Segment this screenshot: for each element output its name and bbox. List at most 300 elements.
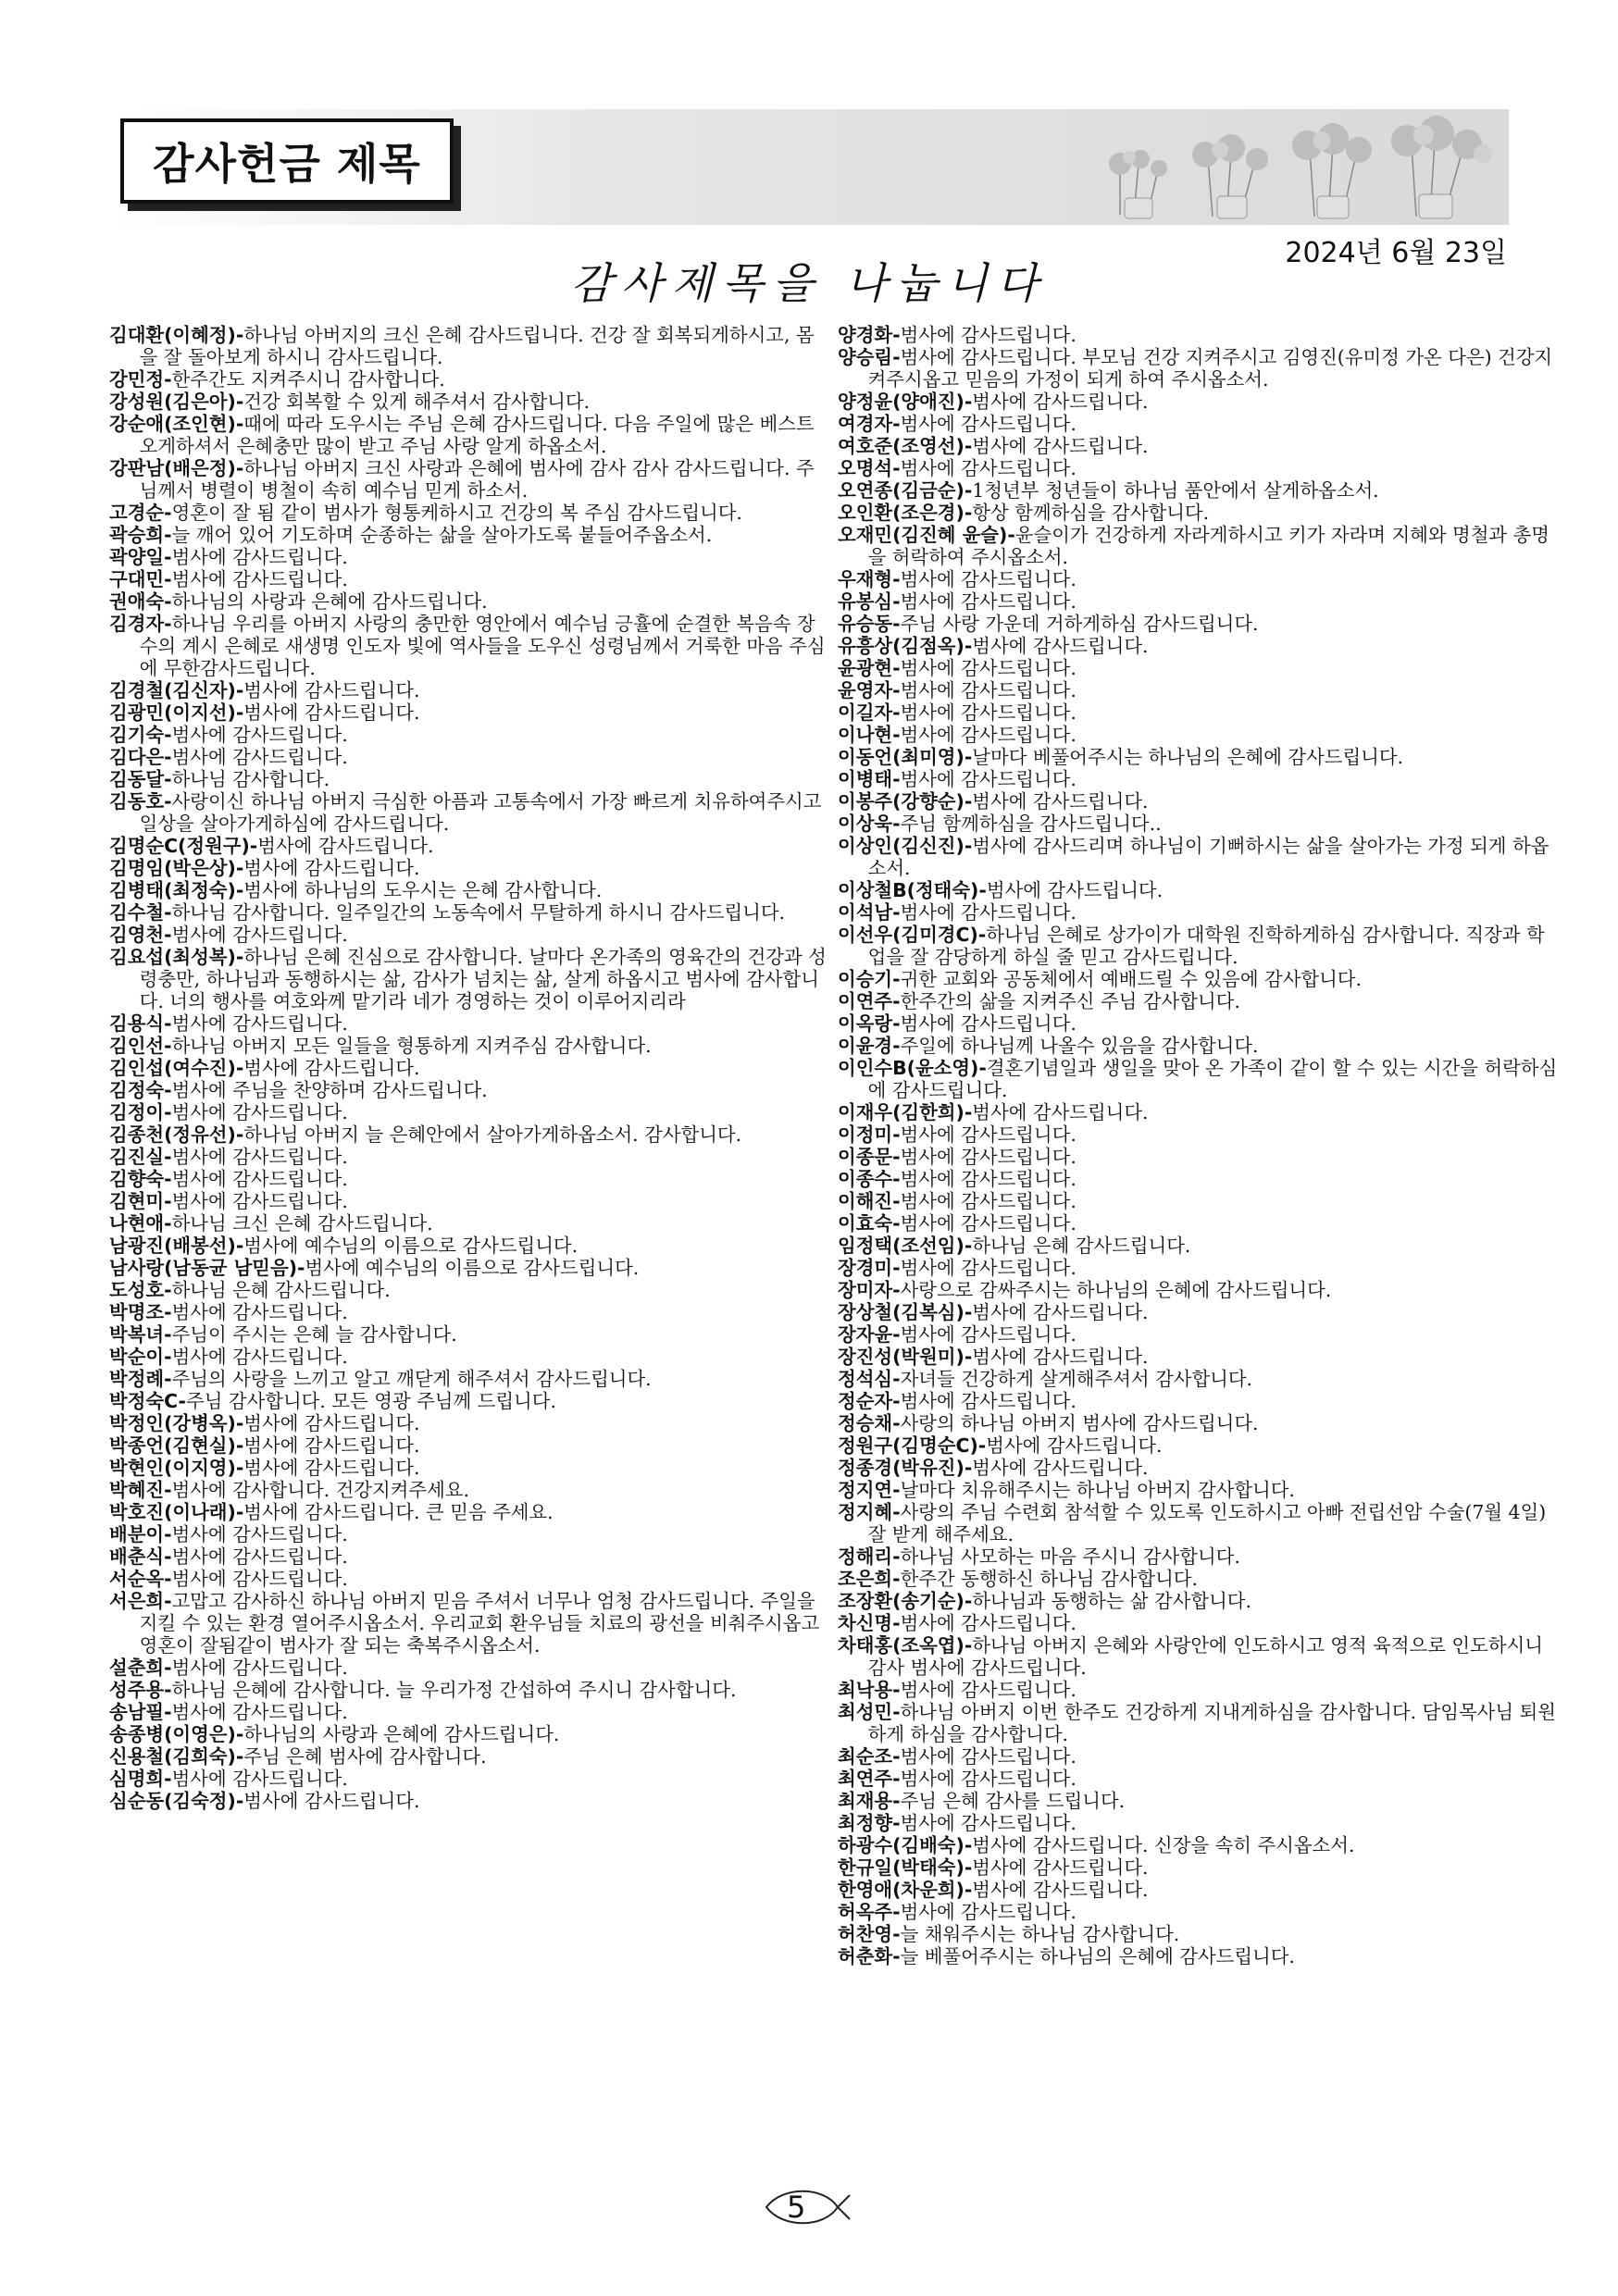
list-item	[109, 1346, 831, 1368]
entry-separator: -	[235, 679, 244, 701]
list-item	[838, 1590, 1560, 1612]
entry-separator: -	[964, 435, 973, 457]
entry-text: 하나님의 사랑과 은혜에 감사드립니다.	[171, 590, 488, 613]
entry-separator: -	[164, 1212, 172, 1235]
entry-separator: -	[164, 746, 172, 768]
entry-separator: -	[964, 1856, 973, 1879]
entry-text: 하나님 은혜 감사드립니다.	[972, 1235, 1191, 1257]
entry-name: 신용철(김희숙)	[109, 1745, 236, 1768]
list-item	[838, 724, 1560, 746]
entry-text: 범사에 감사드립니다.	[243, 701, 420, 724]
entry-name: 김용식	[109, 1012, 165, 1035]
entry-separator: -	[892, 568, 901, 590]
list-item	[109, 1146, 831, 1168]
entry-separator: -	[164, 1079, 172, 1101]
entry-text: 범사에 감사드립니다.	[900, 1012, 1077, 1035]
entry-text: 고맙고 감사하신 하나님 아버지 믿음 주셔서 너무나 엄청 감사드립니다. 주일을 지킬 수 있는 환경 열어주시옵소서. 우리교회 환우님들 치료의 광선을 비춰주시옵고 영혼이 잘됨같이 범사가 잘 되는 축복주시옵소서.	[139, 1590, 820, 1657]
entry-separator: -	[235, 1057, 244, 1079]
list-item	[838, 1146, 1560, 1168]
entry-text: 하나님 아버지 모든 일들을 형통하게 지켜주심 감사합니다.	[171, 1035, 652, 1057]
entry-separator: -	[964, 790, 973, 813]
entry-text: 한주간의 삶을 지켜주신 주님 감사합니다.	[900, 990, 1240, 1012]
entry-name: 이봉주(강향순)	[838, 790, 965, 813]
entry-separator: -	[892, 968, 901, 990]
entry-name: 나현애	[109, 1212, 165, 1235]
list-item	[109, 768, 831, 790]
entry-text: 범사에 감사드립니다.	[171, 1346, 348, 1368]
entry-separator: -	[964, 1634, 973, 1657]
entry-separator: -	[892, 1323, 901, 1346]
entry-text: 범사에 감사드립니다.	[900, 568, 1077, 590]
list-item	[109, 1101, 831, 1123]
entry-text: 범사에 감사드립니다.	[243, 857, 420, 879]
list-item	[838, 635, 1560, 657]
entry-text: 하나님 아버지 이번 한주도 건강하게 지내게하심을 감사합니다. 담임목사님 퇴원하게 하심을 감사합니다.	[867, 1701, 1556, 1745]
entry-separator: -	[235, 1501, 244, 1523]
list-item	[838, 1057, 1560, 1101]
entry-name: 여호준(조영선)	[838, 435, 965, 457]
entry-text: 범사에 감사드립니다.	[900, 1323, 1077, 1346]
entry-text: 범사에 감사드립니다.	[171, 1301, 348, 1323]
entry-text: 범사에 감사드립니다.	[900, 657, 1077, 679]
entry-separator: -	[892, 1035, 901, 1057]
list-item	[838, 924, 1560, 968]
entry-text: 범사에 감사드립니다.	[900, 590, 1077, 613]
entry-separator: -	[892, 324, 901, 346]
entry-text: 윤슬이가 건강하게 자라게하시고 키가 자라며 지혜와 명철과 총명을 허락하여 주시옵소서.	[867, 524, 1550, 568]
entry-text: 하나님 은혜 진심으로 감사합니다. 날마다 온가족의 영육간의 건강과 성령충만, 하나님과 동행하시는 삶, 감사가 넘치는 삶, 살게 하옵시고 범사에 감사합니다. 너의 행사를 여호와께 맡기라 네가 경영하는 것이 이루어지리라	[139, 946, 827, 1012]
entry-name: 정해리	[838, 1545, 893, 1568]
entry-separator: -	[235, 457, 244, 479]
entry-name: 배분이	[109, 1523, 165, 1545]
entry-text: 한주간도 지켜주시니 감사합니다.	[171, 368, 445, 391]
entry-separator: -	[164, 368, 172, 391]
entry-name: 최재용	[838, 1790, 893, 1812]
entry-separator: -	[164, 524, 172, 546]
entry-name: 이상욱	[838, 813, 893, 835]
entry-text: 범사에 감사드립니다.	[900, 1390, 1077, 1412]
list-item	[838, 879, 1560, 901]
entry-separator: -	[892, 1901, 901, 1923]
entry-name: 정승채	[838, 1412, 893, 1434]
list-item	[838, 1923, 1560, 1945]
entry-separator: -	[164, 1479, 172, 1501]
entry-separator: -	[164, 901, 172, 924]
list-item	[109, 391, 831, 413]
entry-separator: -	[235, 879, 244, 901]
entry-separator: -	[164, 1590, 172, 1612]
entry-name: 강판남(배은정)	[109, 457, 236, 479]
entry-text: 범사에 예수님의 이름으로 감사드립니다.	[305, 1257, 640, 1279]
entry-name: 유승동	[838, 613, 893, 635]
entry-name: 차태홍(조옥엽)	[838, 1634, 965, 1657]
entry-name: 하광수(김배숙)	[838, 1834, 965, 1856]
entry-text: 범사에 감사드립니다.	[900, 679, 1077, 701]
entry-name: 이연주	[838, 990, 893, 1012]
entry-text: 주님이 주시는 은혜 늘 감사합니다.	[171, 1323, 457, 1346]
list-item	[838, 1568, 1560, 1590]
list-item	[109, 1434, 831, 1457]
entry-name: 성주용	[109, 1679, 165, 1701]
entry-name: 양정윤(양애진)	[838, 391, 965, 413]
list-item	[838, 479, 1560, 502]
entry-separator: -	[892, 1790, 901, 1812]
entry-text: 하나님 아버지의 크신 은혜 감사드립니다. 건강 잘 회복되게하시고, 몸을 잘 돌아보게 하시니 감사드립니다.	[139, 324, 815, 368]
list-item	[109, 1412, 831, 1434]
list-item	[838, 1856, 1560, 1879]
entry-name: 김정숙	[109, 1079, 165, 1101]
entry-separator: -	[892, 1768, 901, 1790]
list-item	[109, 1190, 831, 1212]
entry-separator: -	[977, 1434, 987, 1457]
entry-name: 김명순C(정원구)	[109, 835, 250, 857]
entry-name: 박순이	[109, 1346, 165, 1368]
entry-text: 범사에 감사합니다. 건강지켜주세요.	[171, 1479, 469, 1501]
list-item	[838, 657, 1560, 679]
entry-separator: -	[892, 1368, 901, 1390]
entry-separator: -	[164, 1279, 172, 1301]
entry-separator: -	[892, 1745, 901, 1768]
entry-separator: -	[164, 1035, 172, 1057]
list-item	[109, 1768, 831, 1790]
entry-text: 범사에 감사드립니다.	[900, 1257, 1077, 1279]
entry-text: 범사에 감사드립니다.	[171, 546, 348, 568]
entry-separator: -	[892, 457, 901, 479]
list-item	[109, 1390, 831, 1412]
entry-name: 오연종(김금순)	[838, 479, 965, 502]
entry-separator: -	[892, 1412, 901, 1434]
entry-text: 범사에 감사드립니다.	[900, 768, 1077, 790]
entry-separator: -	[892, 990, 901, 1012]
entry-separator: -	[164, 724, 172, 746]
list-item	[838, 701, 1560, 724]
entry-name: 이종문	[838, 1146, 893, 1168]
list-item	[109, 1590, 831, 1657]
entry-text: 범사에 감사드립니다.	[986, 1434, 1163, 1457]
entry-separator: -	[164, 568, 172, 590]
entry-name: 우재형	[838, 568, 893, 590]
list-item	[838, 1457, 1560, 1479]
entry-text: 범사에 감사드립니다.	[171, 1701, 348, 1723]
entry-separator: -	[235, 701, 244, 724]
list-item	[838, 1235, 1560, 1257]
list-item	[109, 1790, 831, 1812]
entry-name: 설춘희	[109, 1657, 165, 1679]
entry-text: 범사에 감사드립니다.	[986, 879, 1164, 901]
entry-separator: -	[164, 613, 172, 635]
entry-text: 범사에 감사드립니다.	[900, 413, 1077, 435]
entry-separator: -	[235, 413, 244, 435]
list-item	[838, 435, 1560, 457]
entry-name: 서순옥	[109, 1568, 165, 1590]
entry-separator: -	[164, 1190, 172, 1212]
entry-text: 늘 베풀어주시는 하나님의 은혜에 감사드립니다.	[900, 1945, 1295, 1967]
list-item	[109, 1457, 831, 1479]
entry-text: 날마다 치유해주시는 하나님 아버지 감사합니다.	[900, 1479, 1295, 1501]
list-item	[838, 746, 1560, 768]
entry-name: 박현인(이지영)	[109, 1457, 236, 1479]
entry-text: 범사에 감사드립니다.	[171, 1168, 348, 1190]
list-item	[109, 701, 831, 724]
entry-name: 도성호	[109, 1279, 165, 1301]
entry-name: 남사랑(남동균 남믿음)	[109, 1257, 298, 1279]
entry-name: 윤광현	[838, 657, 893, 679]
entry-text: 귀한 교회와 공동체에서 예배드릴 수 있음에 감사합니다.	[900, 968, 1362, 990]
list-item	[838, 1346, 1560, 1368]
entry-text: 하나님과 동행하는 삶 감사합니다.	[972, 1590, 1251, 1612]
entry-separator: -	[164, 1101, 172, 1123]
entry-separator: -	[164, 924, 172, 946]
list-item	[109, 1323, 831, 1346]
list-item	[109, 1545, 831, 1568]
entry-text: 범사에 감사드립니다.	[171, 1146, 348, 1168]
entry-separator: -	[235, 391, 244, 413]
entry-separator: -	[892, 768, 901, 790]
entry-separator: -	[164, 546, 172, 568]
entry-text: 자녀들 건강하게 살게해주셔서 감사합니다.	[900, 1368, 1253, 1390]
entry-name: 이병태	[838, 768, 893, 790]
list-item	[109, 1501, 831, 1523]
entry-separator: -	[892, 1212, 901, 1235]
entry-text: 범사에 감사드립니다.	[243, 1057, 420, 1079]
list-item	[109, 724, 831, 746]
entry-name: 최낙용	[838, 1679, 893, 1701]
entry-name: 강순애(조인현)	[109, 413, 236, 435]
list-item	[838, 1368, 1560, 1390]
entry-name: 최정향	[838, 1812, 893, 1834]
entry-separator: -	[892, 901, 901, 924]
entry-name: 최순조	[838, 1745, 893, 1768]
entry-separator: -	[892, 1390, 901, 1412]
list-item	[109, 1679, 831, 1701]
entry-text: 범사에 감사드립니다.	[972, 391, 1149, 413]
entry-name: 이석남	[838, 901, 893, 924]
entry-separator: -	[892, 1012, 901, 1035]
entry-separator: -	[235, 1723, 244, 1745]
entry-name: 양경화	[838, 324, 893, 346]
list-item	[109, 590, 831, 613]
entry-name: 허옥주	[838, 1901, 893, 1923]
entry-name: 이승기	[838, 968, 893, 990]
entry-separator: -	[892, 346, 901, 368]
entry-text: 범사에 감사드립니다.	[900, 1212, 1077, 1235]
entry-text: 범사에 감사드립니다.	[972, 1879, 1149, 1901]
entry-text: 범사에 감사드립니다.	[900, 1745, 1077, 1768]
entry-name: 이선우(김미경C)	[838, 924, 978, 946]
entry-name: 배춘식	[109, 1545, 165, 1568]
entry-text: 범사에 감사드립니다.	[900, 457, 1077, 479]
entry-text: 영혼이 잘 됨 같이 범사가 형통케하시고 건강의 복 주심 감사드립니다.	[171, 502, 742, 524]
entry-name: 조장환(송기순)	[838, 1590, 965, 1612]
entry-text: 범사에 감사드립니다.	[972, 635, 1149, 657]
entry-text: 범사에 감사드립니다.	[243, 1434, 420, 1457]
entry-text: 늘 깨어 있어 기도하며 순종하는 삶을 살아가도록 붙들어주옵소서.	[171, 524, 713, 546]
entry-name: 정지연	[838, 1479, 893, 1501]
entry-name: 정원구(김명순C)	[838, 1434, 978, 1457]
entry-text: 범사에 감사드립니다.	[972, 1856, 1149, 1879]
entry-text: 범사에 감사드립니다.	[243, 1790, 420, 1812]
date-label: 2024년 6월 23일	[1285, 237, 1507, 269]
entry-name: 이상인(김신진)	[838, 835, 965, 857]
list-item	[109, 901, 831, 924]
entry-separator: -	[892, 1612, 901, 1634]
entry-name: 장자윤	[838, 1323, 893, 1346]
list-item	[838, 1434, 1560, 1457]
entry-separator: -	[892, 1257, 901, 1279]
list-item	[109, 457, 831, 502]
entry-text: 사랑이신 하나님 아버지 극심한 아픔과 고통속에서 가장 빠르게 치유하여주시고 일상을 살아가게하심에 감사드립니다.	[139, 790, 822, 835]
entry-separator: -	[164, 1368, 172, 1390]
entry-separator: -	[164, 1701, 172, 1723]
list-item	[838, 590, 1560, 613]
list-item	[838, 768, 1560, 790]
list-item	[838, 391, 1560, 413]
entry-text: 범사에 예수님의 이름으로 감사드립니다.	[243, 1235, 579, 1257]
list-item	[838, 1945, 1560, 1967]
entry-name: 김현미	[109, 1190, 165, 1212]
entry-separator: -	[892, 1279, 901, 1301]
entry-text: 범사에 주님을 찬양하며 감사드립니다.	[171, 1079, 488, 1101]
list-item	[109, 1257, 831, 1279]
entry-name: 이상철B(정태숙)	[838, 879, 979, 901]
entry-text: 하나님 감사합니다. 일주일간의 노동속에서 무탈하게 하시니 감사드립니다.	[171, 901, 786, 924]
entry-name: 장상철(김복심)	[838, 1301, 965, 1323]
entry-name: 유봉심	[838, 590, 893, 613]
list-item	[838, 1901, 1560, 1923]
entry-text: 범사에 감사드립니다.	[972, 435, 1149, 457]
entry-name: 김향숙	[109, 1168, 165, 1190]
entry-text: 범사에 감사드립니다.	[171, 1545, 348, 1568]
list-item	[109, 502, 831, 524]
list-item	[838, 1190, 1560, 1212]
entry-separator: -	[249, 835, 258, 857]
entry-text: 주님 사랑 가운데 거하게하심 감사드립니다.	[900, 613, 1259, 635]
list-item	[109, 324, 831, 368]
entry-separator: -	[297, 1257, 305, 1279]
list-item	[838, 346, 1560, 391]
entry-name: 김광민(이지선)	[109, 701, 236, 724]
entry-text: 항상 함께하심을 감사합니다.	[972, 502, 1210, 524]
subtitle: 감사제목을 나눕니다	[570, 258, 1048, 308]
entry-separator: -	[964, 635, 973, 657]
entry-separator: -	[892, 1923, 901, 1945]
list-item	[838, 457, 1560, 479]
entry-separator: -	[964, 1590, 973, 1612]
entry-name: 김수철	[109, 901, 165, 924]
list-item	[838, 1634, 1560, 1679]
entry-text: 범사에 감사드립니다.	[972, 1346, 1149, 1368]
entry-separator: -	[164, 1323, 172, 1346]
list-item	[838, 1790, 1560, 1812]
entry-name: 박정인(강병옥)	[109, 1412, 236, 1434]
list-item	[109, 524, 831, 546]
list-item	[109, 368, 831, 391]
list-item	[109, 1168, 831, 1190]
entry-separator: -	[964, 835, 973, 857]
entry-name: 이길자	[838, 701, 893, 724]
entry-text: 범사에 감사드립니다.	[900, 701, 1077, 724]
entry-separator: -	[892, 724, 901, 746]
list-item	[838, 1812, 1560, 1834]
entry-text: 범사에 감사드립니다.	[171, 1657, 348, 1679]
entry-separator: -	[235, 857, 244, 879]
entry-separator: -	[892, 1168, 901, 1190]
entry-name: 남광진(배봉선)	[109, 1235, 236, 1257]
entry-separator: -	[978, 879, 987, 901]
entry-text: 날마다 베풀어주시는 하나님의 은혜에 감사드립니다.	[972, 746, 1404, 768]
list-item	[838, 1879, 1560, 1901]
entry-name: 오재민(김진혜 윤슬)	[838, 524, 1008, 546]
entry-separator: -	[235, 1790, 244, 1812]
entry-text: 사랑의 주님 수련회 참석할 수 있도록 인도하시고 아빠 전립선암 수술(7월 4일) 잘 받게 해주세요.	[867, 1501, 1547, 1545]
entry-text: 범사에 감사드립니다.	[171, 568, 348, 590]
entry-separator: -	[964, 1346, 973, 1368]
entry-name: 심순동(김숙정)	[109, 1790, 236, 1812]
entry-name: 서은희	[109, 1590, 165, 1612]
entry-name: 김인섭(여수진)	[109, 1057, 236, 1079]
entry-name: 윤영자	[838, 679, 893, 701]
entry-name: 유흥상(김점옥)	[838, 635, 965, 657]
list-item	[838, 524, 1560, 568]
list-item	[838, 1701, 1560, 1745]
entry-separator: -	[964, 1879, 973, 1901]
entry-name: 강민정	[109, 368, 165, 391]
entry-text: 주님 은혜 범사에 감사합니다.	[243, 1745, 487, 1768]
entry-separator: -	[892, 701, 901, 724]
list-item	[109, 1035, 831, 1057]
list-item	[838, 968, 1560, 990]
entry-text: 늘 채워주시는 하나님 감사합니다.	[900, 1923, 1180, 1945]
entry-name: 박명조	[109, 1301, 165, 1323]
list-item	[838, 1834, 1560, 1856]
entry-name: 강성원(김은아)	[109, 391, 236, 413]
list-item	[838, 1168, 1560, 1190]
entry-separator: -	[164, 1301, 172, 1323]
entry-separator: -	[1007, 524, 1015, 546]
entry-name: 한영애(차운희)	[838, 1879, 965, 1901]
entry-name: 고경순	[109, 502, 165, 524]
list-item	[838, 1035, 1560, 1057]
entry-text: 범사에 감사드립니다.	[900, 1812, 1077, 1834]
entry-separator: -	[164, 1012, 172, 1035]
entry-separator: -	[164, 1346, 172, 1368]
entry-separator: -	[235, 1123, 244, 1146]
entry-text: 때에 따라 도우시는 주님 은혜 감사드립니다. 다음 주일에 많은 베스트 오게하셔서 은혜충만 많이 받고 주님 사랑 알게 하옵소서.	[139, 413, 815, 457]
list-item	[109, 1212, 831, 1235]
list-item	[838, 679, 1560, 701]
entry-name: 정석심	[838, 1368, 893, 1390]
entry-text: 범사에 감사드립니다.	[972, 1301, 1149, 1323]
entry-text: 범사에 감사드립니다.	[900, 1612, 1077, 1634]
entry-text: 하나님 감사합니다.	[171, 768, 330, 790]
entry-separator: -	[235, 1457, 244, 1479]
entry-separator: -	[964, 1101, 973, 1123]
list-item	[838, 1479, 1560, 1501]
entry-name: 곽승희	[109, 524, 165, 546]
entry-name: 정종경(박유진)	[838, 1457, 965, 1479]
list-item	[109, 1745, 831, 1768]
entry-name: 김종천(정유선)	[109, 1123, 236, 1146]
entry-separator: -	[892, 1479, 901, 1501]
entry-text: 한주간 동행하신 하나님 감사합니다.	[900, 1568, 1198, 1590]
list-item	[838, 790, 1560, 813]
entry-name: 이정미	[838, 1123, 893, 1146]
entry-name: 권애숙	[109, 590, 165, 613]
entry-name: 이윤경	[838, 1035, 893, 1057]
entry-name: 장진성(박원미)	[838, 1346, 965, 1368]
entry-text: 범사에 감사드립니다. 신장을 속히 주시옵소서.	[972, 1834, 1355, 1856]
entry-separator: -	[164, 768, 172, 790]
